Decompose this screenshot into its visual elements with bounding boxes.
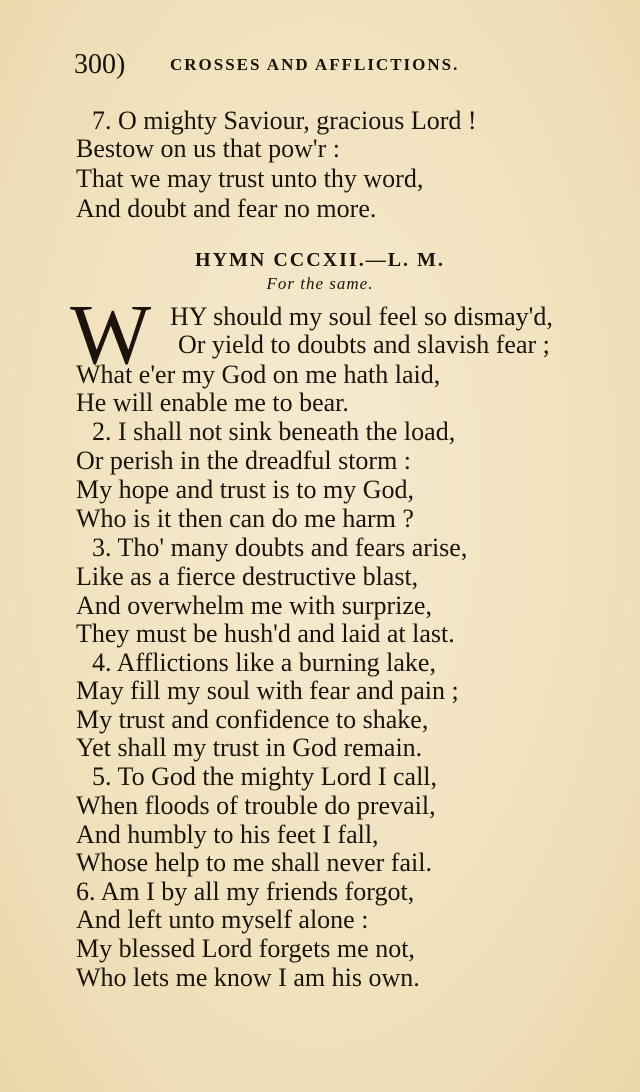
hymn-line: 3. Tho' many doubts and fears arise, [92, 533, 468, 562]
hymn-line: Yet shall my trust in God remain. [76, 733, 423, 762]
hymn-line: 6. Am I by all my friends forgot, [76, 877, 415, 906]
page-header [74, 48, 544, 82]
hymn-line: And humbly to his feet I fall, [76, 820, 379, 849]
running-head: CROSSES AND AFFLICTIONS. [170, 55, 460, 74]
hymn-line: My hope and trust is to my God, [76, 475, 414, 504]
prev-hymn-line: And doubt and fear no more. [76, 194, 377, 223]
hymn-line: Whose help to me shall never fail. [76, 848, 432, 877]
hymn-line: 4. Afflictions like a burning lake, [92, 648, 436, 677]
hymn-line: And left unto myself alone : [76, 905, 369, 934]
hymn-line: Or perish in the dreadful storm : [76, 446, 412, 475]
prev-hymn-line: That we may trust unto thy word, [76, 164, 424, 193]
prev-hymn-line: 7. O mighty Saviour, gracious Lord ! [92, 106, 477, 135]
hymn-line: May fill my soul with fear and pain ; [76, 676, 459, 705]
hymn-line: Or yield to doubts and slavish fear ; [178, 330, 550, 359]
hymn-line: 2. I shall not sink beneath the load, [92, 417, 456, 446]
drop-cap-letter: W [70, 286, 148, 382]
hymn-line: 5. To God the mighty Lord I call, [92, 762, 438, 791]
hymn-subtitle: For the same. [266, 274, 374, 293]
hymn-line: They must be hush'd and laid at last. [76, 619, 455, 648]
hymn-line: Who is it then can do me harm ? [76, 504, 414, 533]
hymn-line: What e'er my God on me hath laid, [76, 360, 441, 389]
page-number: 300) [74, 49, 126, 80]
hymn-line: My blessed Lord forgets me not, [76, 934, 415, 963]
hymn-line: When floods of trouble do prevail, [76, 791, 436, 820]
prev-hymn-line: Bestow on us that pow'r : [76, 134, 340, 163]
hymn-line: And overwhelm me with surprize, [76, 591, 432, 620]
hymn-line: He will enable me to bear. [76, 388, 349, 417]
hymn-line: Like as a fierce destructive blast, [76, 562, 419, 591]
hymn-line: Who lets me know I am his own. [76, 963, 420, 992]
hymn-first-line: HY should my soul feel so dismay'd, [170, 302, 553, 331]
hymn-title: HYMN CCCXII.—L. M. [195, 249, 445, 271]
hymn-line: My trust and confidence to shake, [76, 705, 429, 734]
